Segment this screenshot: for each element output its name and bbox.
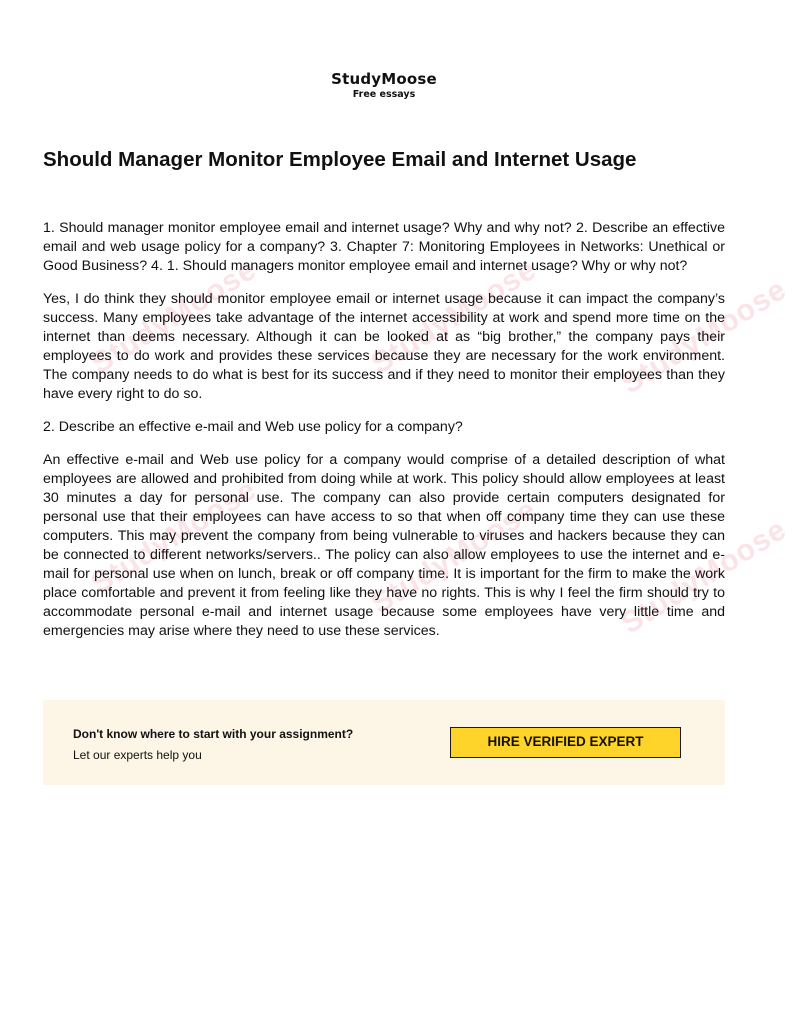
essay-paragraph: Yes, I do think they should monitor employee email or internet usage because it can impact the company’s success. Many employees take advantage of the internet accessibility at work and spend more time on the internet than deems necessary. Although it can be looked at as “big brother,” the company pays their employees to do work and provides these services because they are necessary for the work environment. The company needs to do what is best for its success and if they need to monitor their employees than they have every right to do so.: [43, 291, 725, 402]
cta-banner: [43, 700, 725, 785]
cta-subtext: Let our experts help you: [73, 748, 202, 762]
site-logo[interactable]: StudyMoose: [331, 70, 437, 88]
essay-paragraph: An effective e-mail and Web use policy for a company would comprise of a detailed description of what employees are allowed and prohibited from doing while at work. This policy should allow employees at least 30 minutes a day for personal use. The company can also provide certain computers designated for personal use that their employees can have access to so that when off company time they can use these computers. This may prevent the company from being vulnerable to viruses and hackers because they can be connected to different networks/servers.. The policy can also allow employees to use the internet and e-mail for personal use when on lunch, break or off company time. It is important for the firm to make the work place comfortable and prevent it from feeling like they have no rights. This is why I feel the firm should try to accommodate personal e-mail and internet usage because some employees have very little time and emergencies may arise where they need to use these services.: [43, 452, 725, 639]
hire-expert-button[interactable]: HIRE VERIFIED EXPERT: [450, 727, 681, 758]
watermark: StudyMoose: [615, 272, 793, 401]
cta-question: Don't know where to start with your assignment?: [73, 727, 354, 741]
watermark: StudyMoose: [85, 472, 263, 601]
site-header: [0, 70, 768, 101]
watermark: StudyMoose: [85, 252, 263, 381]
watermark: StudyMoose: [365, 492, 543, 621]
essay-title: Should Manager Monitor Employee Email and Internet Usage: [43, 148, 637, 171]
watermark: StudyMoose: [365, 252, 543, 381]
essay-paragraph: 1. Should manager monitor employee email and internet usage? Why and why not? 2. Describe an effective email and web usage policy for a company? 3. Chapter 7: Monitoring Employees in Networks: Unethical or Good Business? 4. 1. Should managers monitor employee email and internet usage? Why or why not?: [43, 220, 725, 274]
essay-body: [43, 219, 725, 655]
site-tagline: Free essays: [352, 89, 416, 100]
essay-paragraph: 2. Describe an effective e-mail and Web use policy for a company?: [43, 419, 463, 435]
watermark: StudyMoose: [615, 512, 793, 641]
